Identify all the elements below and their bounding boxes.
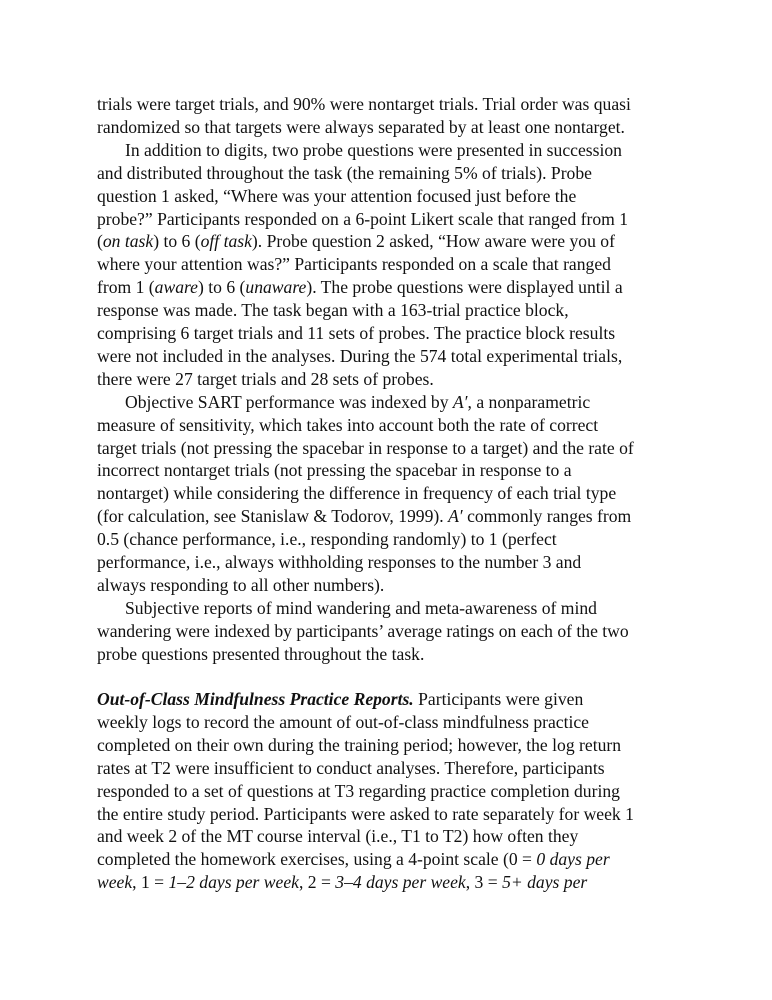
text-line [97, 185, 576, 207]
italic-text: 5+ days per [502, 872, 588, 893]
text-segment: rates at T2 were insufficient to conduct analyses. Therefore, participants [97, 757, 605, 778]
text-line [97, 574, 384, 596]
text-segment: response was made. The task began with a 163-trial practice block, [97, 300, 569, 321]
text-line [97, 825, 578, 847]
text-line [97, 93, 631, 115]
text-segment: there were 27 target trials and 28 sets of probes. [97, 368, 434, 389]
text-line [125, 597, 597, 619]
text-line [97, 643, 424, 665]
text-line [97, 871, 587, 893]
text-segment: commonly ranges from [462, 506, 632, 527]
text-segment: the entire study period. Participants were asked to rate separately for week 1 [97, 803, 634, 824]
text-line [97, 620, 629, 642]
italic-text: aware [154, 277, 198, 298]
text-segment: nontarget) while considering the difference in frequency of each trial type [97, 483, 617, 504]
text-segment: comprising 6 target trials and 11 sets of probes. The practice block results [97, 323, 616, 343]
italic-text: off task [200, 231, 252, 252]
text-segment: probe questions presented throughout the task. [97, 643, 425, 664]
text-segment: ( [97, 231, 103, 252]
text-line [97, 208, 628, 230]
text-line [97, 711, 589, 733]
text-line [97, 437, 634, 459]
text-line [97, 482, 616, 504]
text-segment: In addition to digits, two probe questions were presented in succession [125, 139, 622, 160]
text-line [97, 757, 605, 779]
italic-text: 0 days per [536, 849, 610, 870]
text-segment: Objective SART performance was indexed by [125, 391, 453, 412]
text-segment: wandering were indexed by participants’ average ratings on each of the two [97, 620, 629, 641]
text-segment: weekly logs to record the amount of out-of-class mindfulness practice [97, 711, 589, 732]
text-segment: from 1 ( [97, 277, 155, 298]
text-line [97, 116, 625, 138]
section-heading: Out-of-Class Mindfulness Practice Reports. [97, 689, 414, 709]
italic-text: 1–2 days per week [168, 872, 299, 893]
text-line [97, 688, 583, 710]
text-line [97, 803, 634, 825]
text-line [125, 139, 622, 161]
italic-text: week [97, 872, 133, 893]
text-segment: , a nonparametric [467, 391, 591, 412]
text-line [97, 253, 611, 275]
italic-text: A′ [452, 391, 468, 412]
text-line [97, 848, 610, 870]
text-segment: Subjective reports of mind wandering and meta-awareness of mind [125, 597, 597, 618]
text-segment: performance, i.e., always withholding responses to the number 3 and [97, 552, 582, 572]
text-line [97, 780, 620, 802]
text-line [97, 528, 557, 550]
text-line [97, 505, 631, 527]
text-line [97, 162, 592, 184]
italic-text: on task [102, 231, 154, 252]
text-segment: and week 2 of the MT course interval (i.e., T1 to T2) how often they [97, 826, 579, 847]
text-line [97, 551, 581, 573]
text-line [97, 345, 622, 367]
italic-text: A′ [448, 506, 463, 527]
text-line [97, 322, 615, 344]
text-segment: randomized so that targets were always separated by at least one nontarget. [97, 116, 625, 137]
text-segment: target trials (not pressing the spacebar in response to a target) and the rate of [97, 437, 634, 458]
text-segment: and distributed throughout the task (the remaining 5% of trials). Probe [97, 162, 592, 183]
text-segment: probe?” Participants responded on a 6-point Likert scale that ranged from 1 [97, 208, 629, 229]
italic-text: 3–4 days per week [335, 872, 466, 893]
text-segment: ). The probe questions were displayed until a [306, 277, 623, 298]
text-line [125, 391, 590, 413]
text-segment: (for calculation, see Stanislaw & Todorov, 1999). [97, 506, 449, 527]
text-segment: question 1 asked, “Where was your attention focused just before the [97, 185, 577, 206]
text-segment: where your attention was?” Participants responded on a scale that ranged [97, 254, 611, 275]
text-segment: measure of sensitivity, which takes into account both the rate of correct [97, 414, 599, 435]
text-segment: ) to 6 ( [198, 277, 246, 298]
text-line [97, 230, 615, 252]
text-segment: ). Probe question 2 asked, “How aware were you of [251, 231, 615, 252]
text-line [97, 414, 598, 436]
text-segment: incorrect nontarget trials (not pressing the spacebar in response to a [97, 460, 572, 481]
text-segment: , 1 = [132, 872, 169, 893]
text-line [97, 459, 572, 481]
italic-text: unaware [245, 277, 307, 298]
text-segment: responded to a set of questions at T3 regarding practice completion during [97, 780, 620, 801]
text-segment: , 2 = [298, 872, 336, 893]
text-segment: ) to 6 ( [153, 231, 201, 252]
text-line [97, 368, 434, 390]
text-segment: completed the homework exercises, using a 4-point scale (0 = [97, 849, 537, 870]
text-segment: Participants were given [413, 689, 584, 709]
text-segment: , 3 = [465, 872, 503, 893]
text-segment: completed on their own during the training period; however, the log return [97, 734, 622, 755]
text-segment: 0.5 (chance performance, i.e., responding randomly) to 1 (perfect [97, 529, 557, 550]
text-line [97, 299, 569, 321]
text-line [97, 734, 621, 756]
text-segment: always responding to all other numbers). [97, 574, 385, 595]
text-segment: were not included in the analyses. During the 574 total experimental trials, [97, 345, 623, 366]
text-segment: trials were target trials, and 90% were nontarget trials. Trial order was quasi [97, 94, 631, 114]
text-line [97, 276, 623, 298]
